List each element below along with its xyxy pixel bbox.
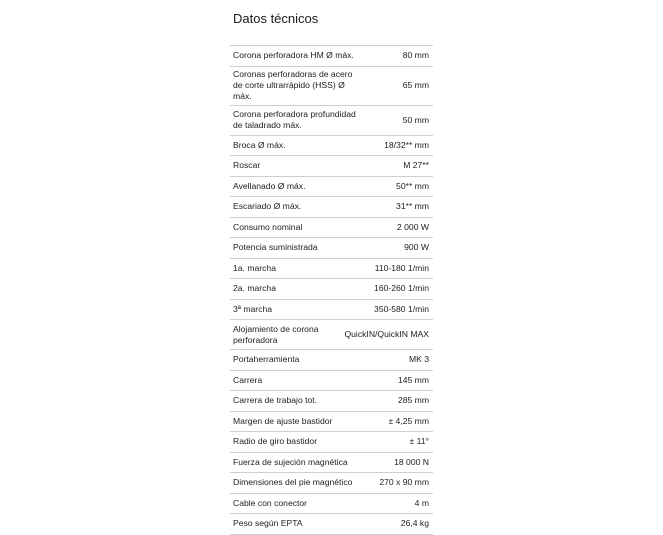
spec-value: ± 11° [409, 436, 429, 447]
spec-value: 110-180 1/min [374, 262, 429, 273]
spec-row [230, 177, 433, 198]
spec-value: 900 W [404, 242, 429, 253]
spec-value: MK 3 [408, 354, 429, 365]
spec-label: Broca Ø máx. [233, 139, 286, 150]
spec-table [230, 45, 433, 535]
spec-value: M 27** [403, 160, 429, 171]
spec-label: Cable con conector [233, 497, 308, 508]
spec-row [230, 412, 433, 433]
spec-row [230, 46, 433, 67]
spec-row [230, 350, 433, 371]
spec-value: 80 mm [402, 50, 429, 61]
spec-row [230, 197, 433, 218]
spec-value: 18 000 N [394, 456, 429, 467]
spec-value: 270 x 90 mm [379, 477, 429, 488]
spec-label: Avellanado Ø máx. [233, 180, 306, 191]
spec-value: 50** mm [396, 180, 429, 191]
spec-row [230, 279, 433, 300]
spec-row [230, 218, 433, 239]
spec-label: 1a. marcha [233, 262, 276, 273]
spec-row [230, 136, 433, 157]
spec-value: 26,4 kg [400, 518, 429, 529]
spec-row [230, 259, 433, 280]
spec-label: Dimensiones del pie magnético [233, 477, 353, 488]
spec-label: Fuerza de sujeción magnética [233, 456, 348, 467]
spec-label: Carrera [233, 374, 263, 385]
spec-row [230, 453, 433, 474]
spec-label: 3ª marcha [233, 303, 273, 314]
spec-label: Alojamiento de corona perforadora [233, 323, 319, 345]
spec-label: Corona perforadora profundidad de taladrado máx. [233, 109, 356, 130]
spec-row [230, 473, 433, 494]
spec-value: ± 4,25 mm [388, 415, 429, 426]
spec-label: Roscar [233, 160, 261, 171]
spec-value: 65 mm [402, 80, 429, 90]
spec-value: 145 mm [397, 374, 429, 385]
spec-value: 160-260 1/min [374, 283, 429, 294]
spec-row [230, 156, 433, 177]
spec-label: Radio de giro bastidor [233, 436, 318, 447]
spec-row [230, 106, 433, 136]
spec-label: Potencia suministrada [233, 242, 318, 253]
spec-label: Escariado Ø máx. [233, 201, 302, 212]
spec-row [230, 391, 433, 412]
spec-label: Coronas perforadoras de acero de corte ultrarrápido (HSS) Ø máx. [233, 69, 353, 101]
spec-row [230, 514, 433, 535]
spec-label: Margen de ajuste bastidor [233, 415, 333, 426]
spec-value: 50 mm [402, 114, 429, 125]
spec-row [230, 300, 433, 321]
spec-value: 285 mm [397, 395, 429, 406]
spec-label: Peso según EPTA [233, 518, 303, 529]
spec-value: 2 000 W [396, 221, 429, 232]
section-title: Datos técnicos [233, 11, 319, 26]
spec-value: 31** mm [396, 201, 429, 212]
spec-row [230, 432, 433, 453]
spec-value: QuickIN/QuickIN MAX [344, 329, 429, 339]
spec-row [230, 320, 433, 350]
spec-value: 350-580 1/min [374, 303, 429, 314]
spec-row [230, 67, 433, 106]
spec-label: Consumo nominal [233, 221, 303, 232]
spec-value: 18/32** mm [384, 139, 429, 150]
spec-label: Corona perforadora HM Ø máx. [233, 50, 354, 61]
spec-row [230, 371, 433, 392]
spec-label: Carrera de trabajo tot. [233, 395, 318, 406]
spec-label: Portaherramienta [233, 354, 300, 365]
spec-value: 4 m [414, 497, 429, 508]
spec-label: 2a. marcha [233, 283, 276, 294]
spec-row [230, 238, 433, 259]
